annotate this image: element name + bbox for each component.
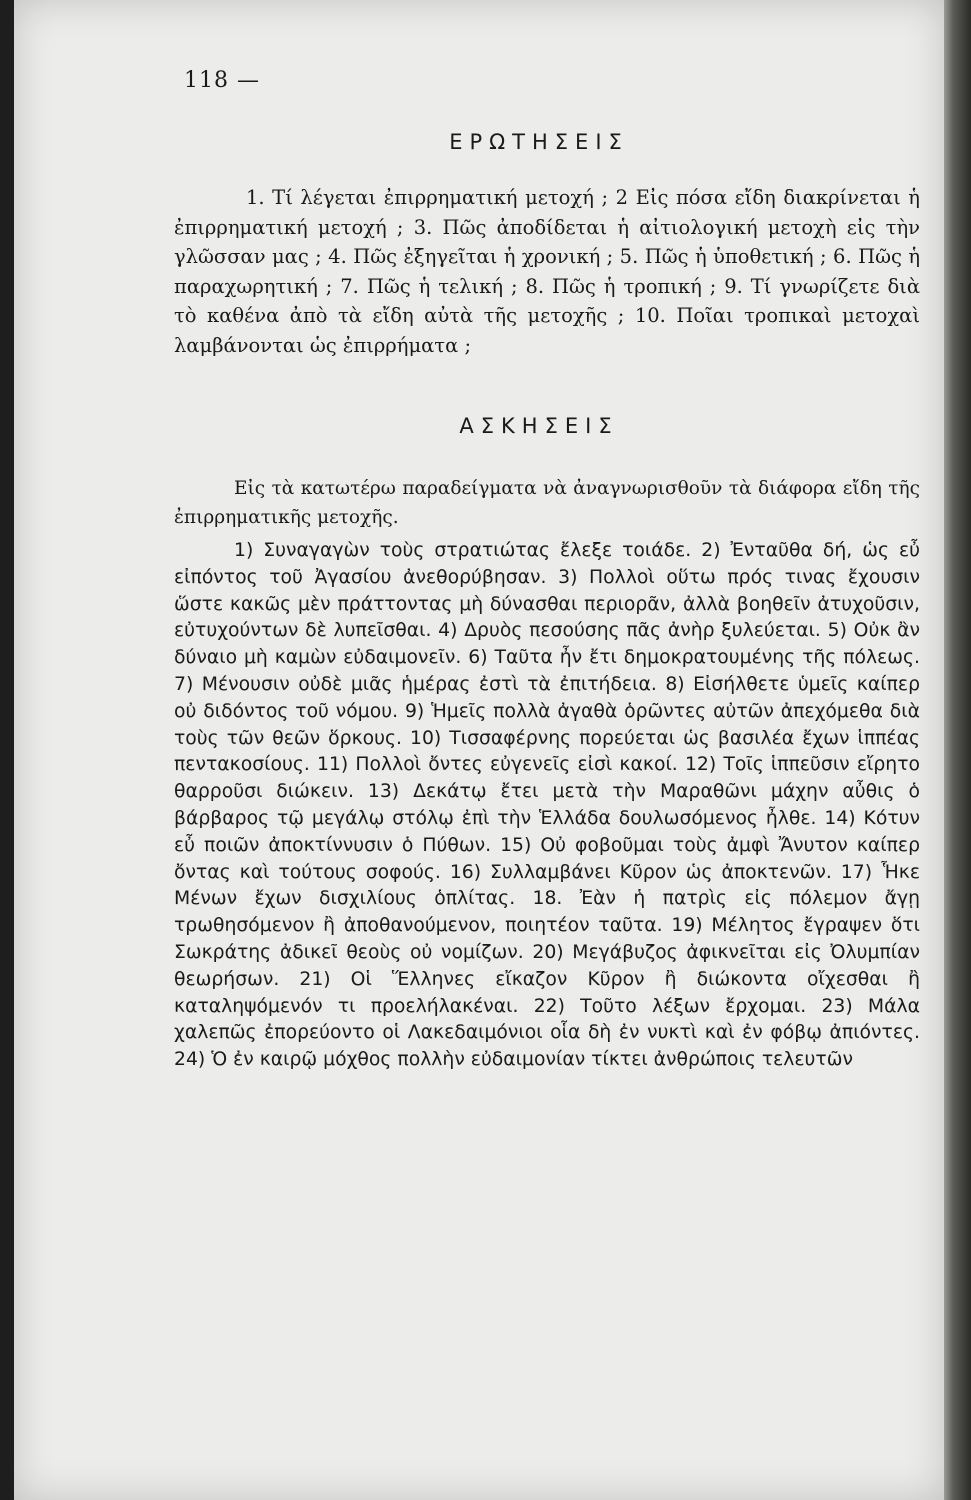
book-spine-edge [944,0,971,1500]
exercises-instructions: Εἰς τὰ κατωτέρω παραδείγματα νὰ ἀναγνωρισθοῦν τὰ διάφορα εἴδη τῆς ἐπιρρηματικῆς μετοχῆς. [174,478,920,528]
exercises-heading: ΑΣΚΗΣΕΙΣ [459,414,619,438]
page-number: 118 — [184,68,260,93]
book-page [14,0,944,1500]
questions-paragraph: 1. Τί λέγεται ἐπιρρηματική μετοχή ; 2 Εἰς πόσα εἴδη διακρίνεται ἡ ἐπιρρηματική μετοχή ; 3. Πῶς ἀποδίδεται ἡ αἰτιολογική μετοχὴ εἰς τὴν γλῶσσαν μας ; 4. Πῶς ἐξηγεῖται ἡ χρονική ; 5. Πῶς ἡ ὑποθετική ; 6. Πῶς ἡ παραχωρητική ; 7. Πῶς ἡ τελική ; 8. Πῶς ἡ τροπική ; 9. Τί γνωρίζετε διὰ τὸ καθένα ἀπὸ τὰ εἴδη αὐτὰ τῆς μετοχῆς ; 10. Ποῖαι τροπικαὶ μετοχαὶ λαμβάνονται ὡς ἐπιρρήματα ; [174,186,920,357]
questions-heading: ΕΡΩΤΗΣΕΙΣ [449,130,629,154]
exercises-paragraph: 1) Συναγαγὼν τοὺς στρατιώτας ἔλεξε τοιάδε. 2) Ἐνταῦθα δή, ὡς εὖ εἰπόντος τοῦ Ἀγασίου ἀνεθορύβησαν. 3) Πολλοὶ οὕτω πρός τινας ἔχουσιν ὥστε κακῶς μὲν πράττοντας μὴ δύνασθαι περιορᾶν, ἀλλὰ βοηθεῖν ἀτυχοῦσιν, εὐτυχούντων δὲ λυπεῖσθαι. 4) Δρυὸς πεσούσης πᾶς ἀνὴρ ξυλεύεται. 5) Οὐκ ἂν δύναιο μὴ καμὼν εὐδαιμονεῖν. 6) Ταῦτα ἦν ἔτι δημοκρατουμένης τῆς πόλεως. 7) Μένουσιν οὐδὲ μιᾶς ἡμέρας ἐστὶ τὰ ἐπιτήδεια. 8) Εἰσήλθετε ὑμεῖς καίπερ οὐ διδόντος τοῦ νόμου. 9) Ἡμεῖς πολλὰ ἀγαθὰ ὁρῶντες αὐτῶν ἀπεχόμεθα διὰ τοὺς τῶν θεῶν ὅρκους. 10) Τισσαφέρνης πορεύεται ὡς βασιλέα ἔχων ἱππέας πεντακοσίους. 11) Πολλοὶ ὄντες εὐγενεῖς εἰσὶ κακοί. 12) Τοῖς ἱππεῦσιν εἴρητο θαρροῦσι διώκειν. 13) Δεκάτῳ ἔτει μετὰ τὴν Μαραθῶνι μάχην αὖθις ὁ βάρβαρος τῷ μεγάλῳ στόλῳ ἐπὶ τὴν Ἑλλάδα δουλωσόμενος ἦλθε. 14) Κότυν εὖ ποιῶν ἀποκτίννυσιν ὁ Πύθων. 15) Οὐ φοβοῦμαι τοὺς ἀμφὶ Ἄνυτον καίπερ ὄντας καὶ τούτους σοφούς. 16) Συλλαμβάνει Κῦρον ὡς ἀποκτενῶν. 17) Ἧκε Μένων ἔχων δισχιλίους ὁπλίτας. 18. Ἐὰν ἡ πατρὶς εἰς πόλεμον ἄγῃ τρωθησόμενον ἢ ἀποθανούμενον, ποιητέον ταῦτα. 19) Μέλητος ἔγραψεν ὅτι Σωκράτης ἀδικεῖ θεοὺς οὐ νομίζων. 20) Μεγάβυζος ἀφικνεῖται εἰς Ὀλυμπίαν θεωρήσων. 21) Οἱ Ἕλληνες εἴκαζον Κῦρον ἢ διώκοντα οἴχεσθαι ἢ καταληψόμενόν τι προελήλακέναι. 22) Τοῦτο λέξων ἔρχομαι. 23) Μάλα χαλεπῶς ἐπορεύοντο οἱ Λακεδαιμόνιοι οἷα δὴ ἐν νυκτὶ καὶ ἐν φόβῳ ἀπιόντες. 24) Ὁ ἐν καιρῷ μόχθος πολλὴν εὐδαιμονίαν τίκτει ἀνθρώποις τελευτῶν [174,540,920,1071]
